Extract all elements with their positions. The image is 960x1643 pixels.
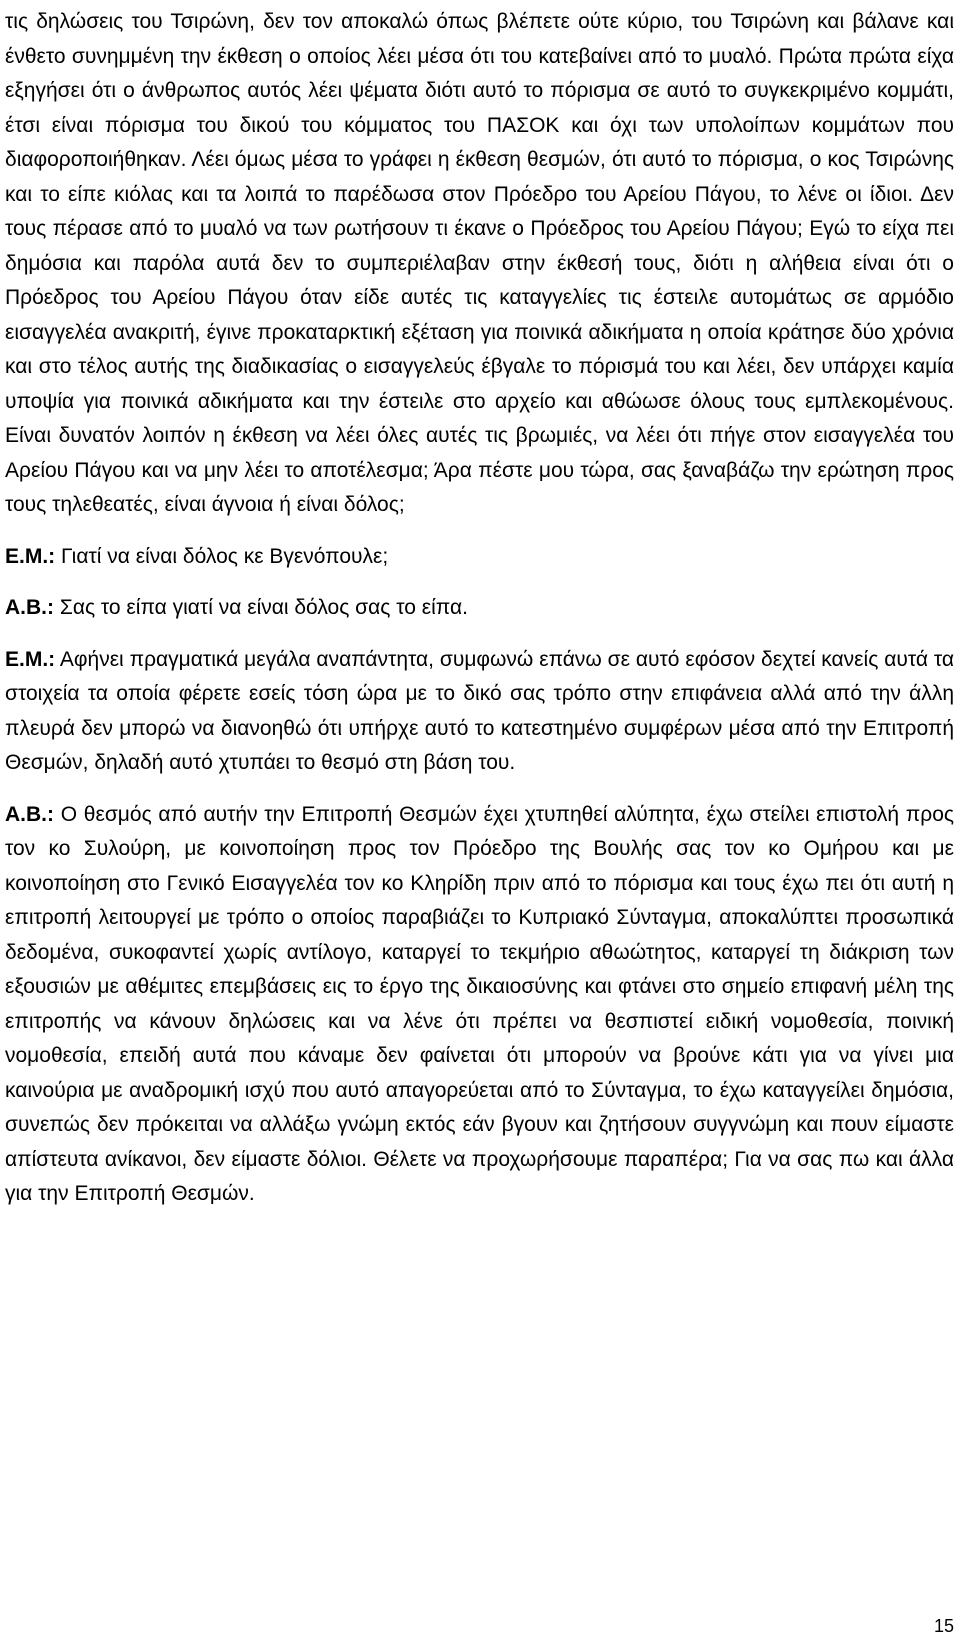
paragraph (5, 643, 954, 781)
page-number: 15 (933, 1616, 954, 1636)
speaker-label: Α.Β.: (5, 802, 54, 826)
paragraph-text: Σας το είπα γιατί να είναι δόλος σας το είπα. (59, 596, 468, 619)
paragraph (5, 591, 954, 626)
paragraph (5, 798, 954, 1212)
paragraph-text: Γιατί να είναι δόλος κε Βγενόπουλε; (61, 544, 389, 568)
paragraph-text: Αφήνει πραγματικά μεγάλα αναπάντητα, συμφωνώ επάνω σε αυτό εφόσον δεχτεί κανείς αυτά τα στοιχεία τα οποία φέρετε εσείς τόση ώρα με το δικό σας τρόπο στην επιφάνεια αλλά από την άλλη πλευρά δεν μπορώ να διανοηθώ ότι υπήρχε αυτό το κατεστημένο συμφέρων μέσα από την Επιτροπή Θεσμών, δηλαδή αυτό χτυπάει το θεσμό στη βάση του. (5, 647, 954, 774)
document-body (5, 5, 954, 1212)
speaker-label: Ε.Μ.: (5, 647, 56, 671)
speaker-label: Ε.Μ.: (5, 544, 56, 568)
paragraph (5, 540, 954, 575)
paragraph-text: τις δηλώσεις του Τσιρώνη, δεν τον αποκαλώ όπως βλέπετε ούτε κύριο, του Τσιρώνη και βάλανε και ένθετο συνημμένη την έκθεση ο οποίος λέει μέσα ότι του κατεβαίνει από το μυαλό. Πρώτα πρώτα είχα εξηγήσει ότι ο άνθρωπος αυτός λέει ψέματα διότι αυτό το πόρισμα σε αυτό το συγκεκριμένο κομμάτι, έτσι είναι πόρισμα του δικού του κόμματος του ΠΑΣΟΚ και όχι των υπολοίπων κομμάτων που διαφοροποιήθηκαν. Λέει όμως μέσα το γράφει η έκθεση θεσμών, ότι αυτό το πόρισμα, ο κος Τσιρώνης και το είπε κιόλας και τα λοιπά το παρέδωσα στον Πρόεδρο του Αρείου Πάγου, το λένε οι ίδιοι. Δεν τους πέρασε από το μυαλό να των ρωτήσουν τι έκανε ο Πρόεδρος του Αρείου Πάγου; Εγώ το είχα πει δημόσια και παρόλα αυτά δεν το συμπεριέλαβαν στην έκθεσή τους, διότι η αλήθεια είναι ότι ο Πρόεδρος του Αρείου Πάγου όταν είδε αυτές τις καταγγελίες τις έστειλε αυτομάτως σε αρμόδιο εισαγγελέα ανακριτή, έγινε προκαταρκτική εξέταση για ποινικά αδικήματα η οποία κράτησε δύο χρόνια και στο τέλος αυτής της διαδικασίας ο εισαγγελεύς έβγαλε το πόρισμά του και λέει, δεν υπάρχει καμία υποψία για ποινικά αδικήματα και την έστειλε στο αρχείο και αθώωσε όλους τους εμπλεκομένους. Είναι δυνατόν λοιπόν η έκθεση να λέει όλες αυτές τις βρωμιές, να λέει ότι πήγε στον εισαγγελέα του Αρείου Πάγου και να μην λέει το αποτέλεσμα; Άρα πέστε μου τώρα, σας ξαναβάζω την ερώτηση προς τους τηλεθεατές, είναι άγνοια ή είναι δόλος; (5, 10, 954, 516)
speaker-label: Α.Β.: (5, 596, 54, 619)
paragraph (5, 5, 954, 523)
paragraph-text: Ο θεσμός από αυτήν την Επιτροπή Θεσμών έχει χτυπηθεί αλύπητα, έχω στείλει επιστολή προς τον κο Συλούρη, με κοινοποίηση προς τον Πρόεδρο της Βουλής σας τον κο Ομήρου και με κοινοποίηση στο Γενικό Εισαγγελέα τον κο Κληρίδη πριν από το πόρισμα και τους έχω πει ότι αυτή η επιτροπή λειτουργεί με τρόπο ο οποίος παραβιάζει το Κυπριακό Σύνταγμα, αποκαλύπτει προσωπικά δεδομένα, συκοφαντεί χωρίς αντίλογο, καταργεί το τεκμήριο αθωώτητος, καταργεί τη διάκριση των εξουσιών με αθέμιτες επεμβάσεις εις το έργο της δικαιοσύνης και φτάνει στο σημείο επιφανή μέλη της επιτροπής να κάνουν δηλώσεις και να λένε ότι πρέπει να θεσπιστεί ειδική νομοθεσία, ποινική νομοθεσία, επειδή αυτά που κάναμε δεν φαίνεται ότι μπορούν να βρούνε κάτι για να γίνει μια καινούρια με αναδρομική ισχύ που αυτό απαγορεύεται από το Σύνταγμα, το έχω καταγγείλει δημόσια, συνεπώς δεν πρόκειται να αλλάξω γνώμη εκτός εάν βγουν και ζητήσουν συγγνώμη και πουν είμαστε απίστευτα ανίκανοι, δεν είμαστε δόλιοι. Θέλετε να προχωρήσουμε παραπέρα; Για να σας πω και άλλα για την Επιτροπή Θεσμών. (5, 802, 954, 1205)
